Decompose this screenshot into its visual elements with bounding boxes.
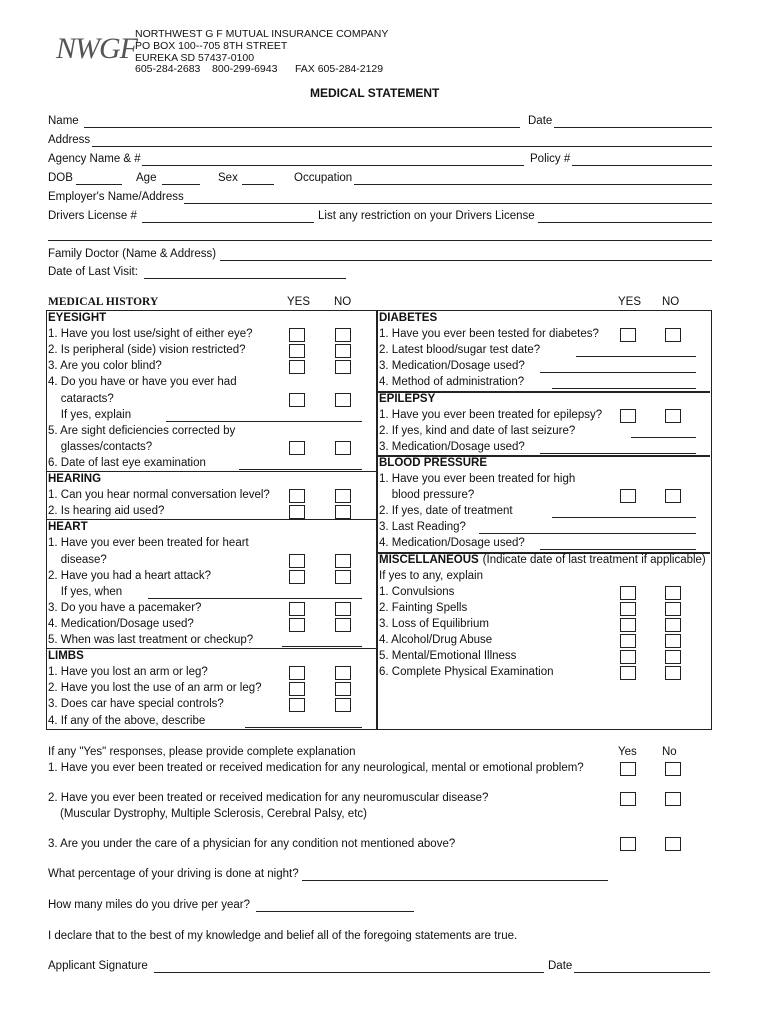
- sex-label: Sex: [218, 172, 238, 184]
- name-field[interactable]: [84, 127, 520, 128]
- history-question: disease?: [48, 553, 107, 566]
- history-answer-line[interactable]: [552, 388, 696, 389]
- history-answer-line[interactable]: [479, 533, 696, 534]
- history-yes-checkbox[interactable]: [289, 489, 305, 503]
- history-question: 3. Does car have special controls?: [48, 698, 224, 711]
- history-question: 4. Medication/Dosage used?: [379, 537, 525, 550]
- section-heading-text: HEARING: [48, 473, 102, 485]
- section-divider: [46, 471, 376, 472]
- bottom-yes-label: Yes: [618, 746, 637, 758]
- history-answer-line[interactable]: [631, 437, 696, 438]
- history-no-checkbox[interactable]: [665, 618, 681, 632]
- agency-label: Agency Name & #: [48, 153, 141, 165]
- history-yes-checkbox[interactable]: [620, 634, 636, 648]
- history-answer-line[interactable]: [166, 421, 362, 422]
- history-question: 3. Are you color blind?: [48, 360, 162, 373]
- history-question: 4. Do you have or have you ever had: [48, 376, 237, 389]
- occupation-field[interactable]: [354, 184, 712, 185]
- section-heading-text: DIABETES: [379, 312, 438, 324]
- history-question: 5. When was last treatment or checkup?: [48, 634, 254, 646]
- signature-label: Applicant Signature: [48, 960, 148, 972]
- history-question: 2. Fainting Spells: [379, 601, 468, 614]
- company-name: NORTHWEST G F MUTUAL INSURANCE COMPANY: [135, 28, 389, 40]
- history-answer-line[interactable]: [540, 549, 696, 550]
- age-field[interactable]: [162, 184, 200, 185]
- declaration-text: I declare that to the best of my knowledge and belief all of the foregoing statements are true.: [48, 930, 518, 942]
- history-no-checkbox[interactable]: [335, 618, 351, 632]
- history-yes-checkbox[interactable]: [289, 666, 305, 680]
- company-phone: 605-284-2683 800-299-6943 FAX 605-284-2129: [135, 63, 384, 75]
- explanation-intro: If any "Yes" responses, please provide complete explanation: [48, 746, 356, 758]
- history-yes-checkbox[interactable]: [289, 344, 305, 358]
- history-question: 4. Medication/Dosage used?: [48, 617, 194, 630]
- history-no-checkbox[interactable]: [335, 666, 351, 680]
- history-no-checkbox[interactable]: [665, 586, 681, 600]
- history-yes-checkbox[interactable]: [620, 650, 636, 664]
- license-label: Drivers License #: [48, 210, 137, 222]
- history-question: 5. Mental/Emotional Illness: [379, 650, 517, 663]
- history-no-checkbox[interactable]: [335, 393, 351, 407]
- section-heading-note: (Indicate date of last treatment if applicable): [482, 553, 706, 566]
- question-neuromuscular: 2. Have you ever been treated or received medication for any neuromuscular disease?: [48, 792, 489, 804]
- section-heading: [48, 473, 101, 485]
- restriction-field[interactable]: [538, 222, 712, 223]
- history-question: 6. Date of last eye examination: [48, 456, 206, 469]
- question-physician-care: 3. Are you under the care of a physician for any condition not mentioned above?: [48, 838, 456, 850]
- history-no-checkbox[interactable]: [335, 441, 351, 455]
- history-no-checkbox[interactable]: [665, 489, 681, 503]
- neuromuscular-yes-checkbox[interactable]: [620, 792, 636, 806]
- history-question: 3. Medication/Dosage used?: [379, 360, 525, 373]
- last-visit-field[interactable]: [144, 278, 346, 279]
- history-question: 2. If yes, date of treatment: [379, 505, 513, 518]
- history-no-checkbox[interactable]: [335, 682, 351, 696]
- company-address-2: EUREKA SD 57437-0100: [135, 52, 255, 64]
- history-question: 3. Loss of Equilibrium: [379, 617, 489, 630]
- history-question: 1. Have you ever been treated for epilepsy?: [379, 408, 603, 421]
- history-question: 2. If yes, kind and date of last seizure?: [379, 424, 576, 437]
- restriction-label: List any restriction on your Drivers License: [318, 210, 535, 222]
- doctor-field[interactable]: [220, 260, 712, 261]
- date-label: Date: [528, 115, 553, 127]
- section-heading: [379, 554, 706, 566]
- signature-date-field[interactable]: [574, 972, 710, 973]
- history-yes-checkbox[interactable]: [620, 586, 636, 600]
- history-no-checkbox[interactable]: [665, 602, 681, 616]
- section-heading-text: BLOOD PRESSURE: [379, 456, 487, 469]
- history-question: 1. Have you ever been treated for high: [379, 473, 576, 485]
- history-no-checkbox[interactable]: [335, 554, 351, 568]
- history-yes-checkbox[interactable]: [289, 682, 305, 696]
- history-no-checkbox[interactable]: [335, 570, 351, 584]
- history-question: 2. Is peripheral (side) vision restricted?: [48, 344, 246, 357]
- section-heading-text: MISCELLANEOUS: [379, 553, 479, 566]
- history-question: 1. Have you lost use/sight of either eye?: [48, 328, 253, 341]
- neurological-no-checkbox[interactable]: [665, 762, 681, 776]
- history-answer-line[interactable]: [576, 356, 696, 357]
- neurological-yes-checkbox[interactable]: [620, 762, 636, 776]
- section-heading: [48, 521, 88, 533]
- history-question: 2. Have you lost the use of an arm or leg?: [48, 682, 262, 695]
- agency-field[interactable]: [142, 165, 524, 166]
- history-question: 2. Have you had a heart attack?: [48, 569, 212, 582]
- history-question: 4. Method of administration?: [379, 376, 525, 389]
- restriction-field-2[interactable]: [48, 240, 712, 241]
- history-no-left: NO: [334, 296, 352, 308]
- dob-field[interactable]: [76, 184, 122, 185]
- history-no-checkbox[interactable]: [335, 602, 351, 616]
- history-yes-checkbox[interactable]: [620, 489, 636, 503]
- physician-care-no-checkbox[interactable]: [665, 837, 681, 851]
- history-yes-checkbox[interactable]: [289, 618, 305, 632]
- history-question: If yes, when: [48, 585, 123, 598]
- policy-field[interactable]: [572, 165, 712, 166]
- section-divider: [46, 648, 376, 649]
- physician-care-yes-checkbox[interactable]: [620, 837, 636, 851]
- page-title: MEDICAL STATEMENT: [310, 86, 440, 100]
- history-question: 6. Complete Physical Examination: [379, 666, 554, 679]
- history-no-checkbox[interactable]: [665, 328, 681, 342]
- company-logo: NWGF: [56, 32, 137, 65]
- history-question: 4. Alcohol/Drug Abuse: [379, 634, 493, 646]
- history-yes-checkbox[interactable]: [289, 602, 305, 616]
- history-answer-line[interactable]: [245, 727, 362, 728]
- history-question: cataracts?: [48, 392, 114, 405]
- history-question: 1. Can you hear normal conversation level?: [48, 489, 270, 502]
- history-no-checkbox[interactable]: [335, 328, 351, 342]
- policy-label: Policy #: [530, 153, 571, 165]
- history-yes-checkbox[interactable]: [289, 554, 305, 568]
- signature-date-label: Date: [548, 960, 573, 972]
- history-question: 2. Is hearing aid used?: [48, 505, 165, 518]
- history-yes-checkbox[interactable]: [289, 570, 305, 584]
- history-question: 3. Do you have a pacemaker?: [48, 601, 202, 614]
- history-question: 3. Last Reading?: [379, 521, 466, 534]
- history-yes-checkbox[interactable]: [620, 666, 636, 680]
- section-heading: [379, 312, 437, 324]
- history-no-checkbox[interactable]: [335, 344, 351, 358]
- address-field[interactable]: [92, 146, 712, 147]
- section-heading: [379, 393, 435, 405]
- section-divider: [46, 519, 376, 520]
- history-yes-right: YES: [618, 296, 642, 308]
- history-yes-checkbox[interactable]: [289, 393, 305, 407]
- history-answer-line[interactable]: [239, 469, 362, 470]
- last-visit-label: Date of Last Visit:: [48, 266, 138, 278]
- miles-field[interactable]: [256, 911, 414, 912]
- history-question: If yes to any, explain: [379, 569, 483, 582]
- night-driving-field[interactable]: [302, 880, 608, 881]
- date-field[interactable]: [554, 127, 712, 128]
- section-heading-text: EYESIGHT: [48, 312, 107, 324]
- signature-field[interactable]: [154, 972, 544, 973]
- bottom-no-label: No: [662, 746, 677, 758]
- history-no-checkbox[interactable]: [335, 698, 351, 712]
- history-yes-left: YES: [287, 296, 311, 308]
- history-question: 1. Have you ever been treated for heart: [48, 537, 249, 550]
- history-yes-checkbox[interactable]: [289, 505, 305, 519]
- history-question: glasses/contacts?: [48, 440, 153, 453]
- miles-label: How many miles do you drive per year?: [48, 899, 250, 911]
- history-yes-checkbox[interactable]: [620, 328, 636, 342]
- history-yes-checkbox[interactable]: [620, 409, 636, 423]
- history-no-checkbox[interactable]: [335, 489, 351, 503]
- history-answer-line[interactable]: [282, 646, 362, 647]
- history-answer-line[interactable]: [540, 372, 696, 373]
- history-question: If yes, explain: [48, 408, 132, 421]
- history-answer-line[interactable]: [552, 517, 696, 518]
- history-answer-line[interactable]: [540, 453, 696, 454]
- history-yes-checkbox[interactable]: [289, 441, 305, 455]
- medical-history-title: MEDICAL HISTORY: [48, 296, 159, 308]
- history-question: 3. Medication/Dosage used?: [379, 440, 525, 453]
- question-neurological: 1. Have you ever been treated or received medication for any neurological, mental or emotional problem?: [48, 762, 584, 774]
- history-yes-checkbox[interactable]: [289, 698, 305, 712]
- history-question: blood pressure?: [379, 489, 475, 502]
- section-heading: [379, 457, 487, 469]
- age-label: Age: [136, 172, 157, 184]
- section-heading: [48, 312, 106, 324]
- history-no-checkbox[interactable]: [665, 409, 681, 423]
- section-heading-text: LIMBS: [48, 650, 84, 663]
- history-no-right: NO: [662, 296, 680, 308]
- occupation-label: Occupation: [294, 172, 353, 184]
- history-question: 2. Latest blood/sugar test date?: [379, 344, 541, 357]
- company-address-1: PO BOX 100--705 8TH STREET: [135, 40, 288, 52]
- doctor-label: Family Doctor (Name & Address): [48, 248, 217, 260]
- section-heading: [48, 650, 84, 662]
- name-label: Name: [48, 115, 79, 127]
- history-no-checkbox[interactable]: [665, 650, 681, 664]
- employer-label: Employer's Name/Address: [48, 191, 184, 203]
- question-neuromuscular-examples: (Muscular Dystrophy, Multiple Sclerosis, Cerebral Palsy, etc): [60, 808, 367, 820]
- section-heading-text: HEART: [48, 521, 88, 534]
- history-no-checkbox[interactable]: [335, 505, 351, 519]
- license-field[interactable]: [142, 222, 314, 223]
- history-question: 5. Are sight deficiencies corrected by: [48, 424, 236, 437]
- history-answer-line[interactable]: [148, 598, 362, 599]
- history-question: 1. Convulsions: [379, 585, 455, 598]
- section-heading-text: EPILEPSY: [379, 392, 436, 405]
- history-yes-checkbox[interactable]: [620, 618, 636, 632]
- dob-label: DOB: [48, 172, 73, 184]
- history-yes-checkbox[interactable]: [620, 602, 636, 616]
- history-question: 4. If any of the above, describe: [48, 714, 206, 727]
- history-question: 1. Have you ever been tested for diabetes?: [379, 328, 599, 341]
- history-question: 1. Have you lost an arm or leg?: [48, 666, 208, 679]
- history-no-checkbox[interactable]: [665, 634, 681, 648]
- history-no-checkbox[interactable]: [335, 360, 351, 374]
- address-label: Address: [48, 134, 91, 146]
- neuromuscular-no-checkbox[interactable]: [665, 792, 681, 806]
- night-driving-label: What percentage of your driving is done at night?: [48, 868, 299, 880]
- history-no-checkbox[interactable]: [665, 666, 681, 680]
- history-yes-checkbox[interactable]: [289, 328, 305, 342]
- employer-field[interactable]: [184, 203, 712, 204]
- sex-field[interactable]: [242, 184, 274, 185]
- history-yes-checkbox[interactable]: [289, 360, 305, 374]
